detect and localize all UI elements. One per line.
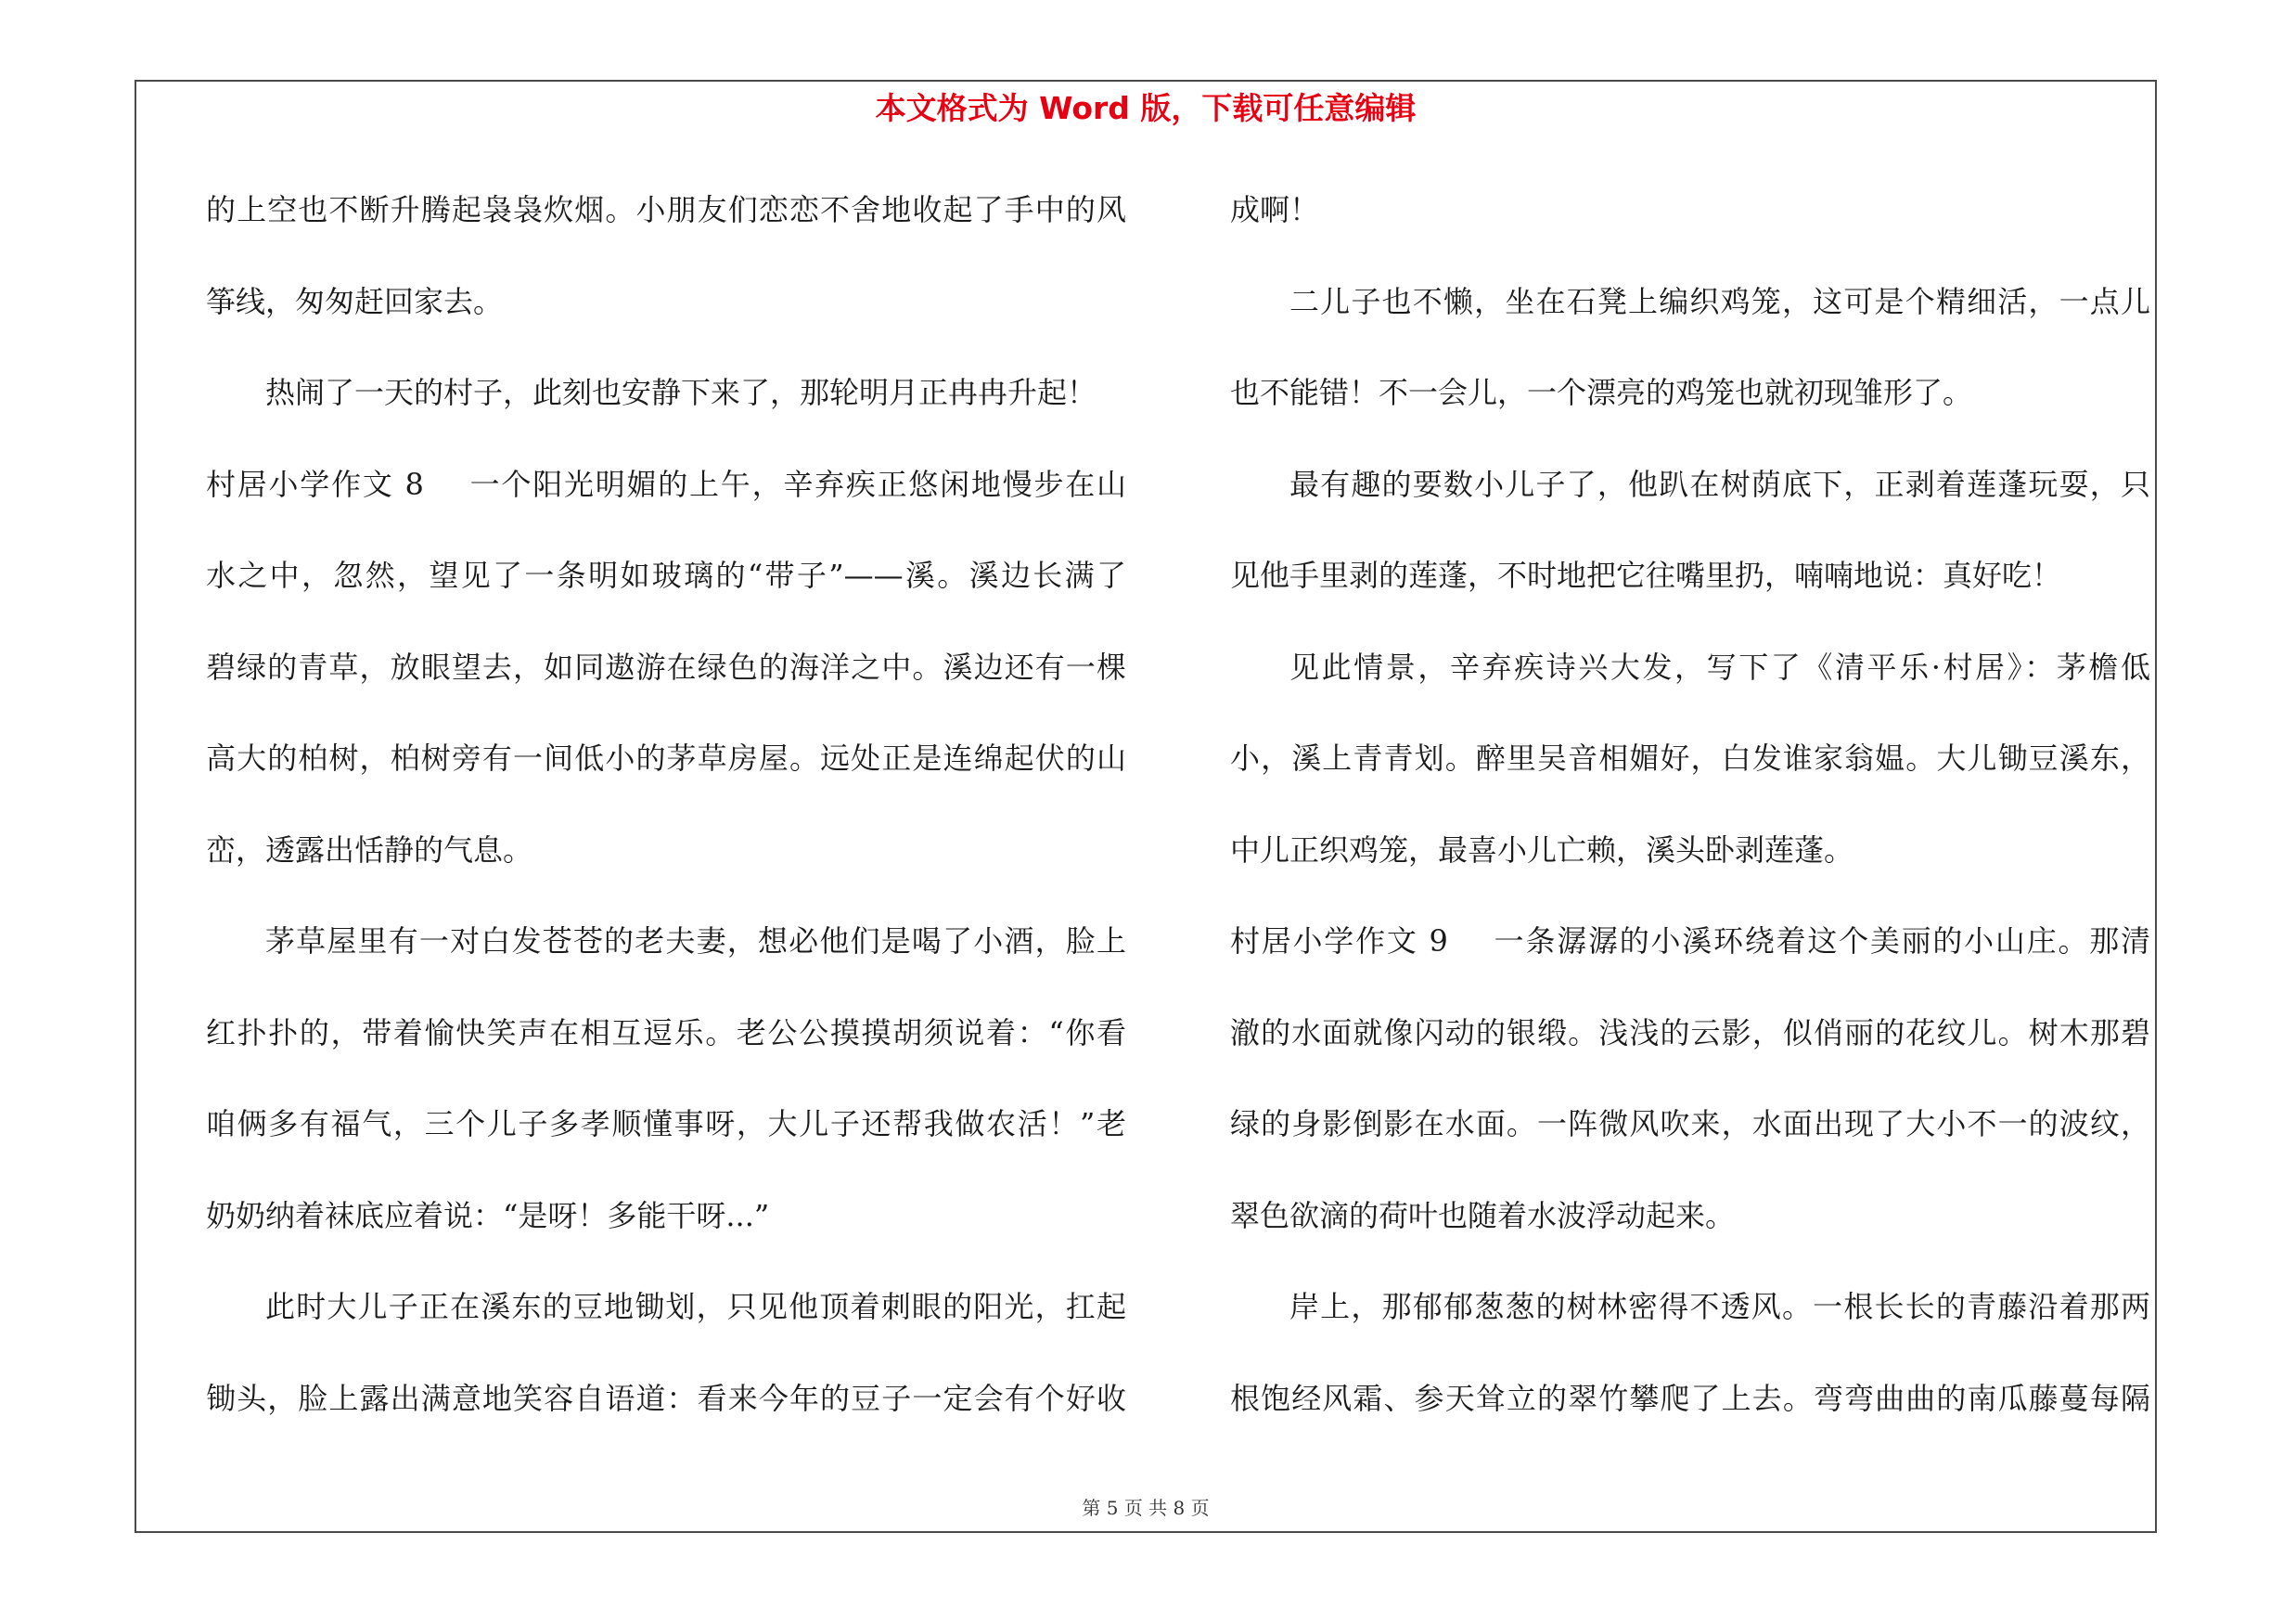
document-header: 本文格式为 Word 版，下载可任意编辑 [875, 90, 1417, 126]
text-line: 绿的身影倒影在水面。一阵微风吹来，水面出现了大小不一的波纹， [1230, 1106, 2150, 1141]
text-line: 峦，透露出恬静的气息。 [206, 831, 533, 868]
text-line: 红扑扑的，带着愉快笑声在相互逗乐。老公公摸摸胡须说着：“你看 [206, 1014, 1126, 1050]
essay-heading-line [206, 457, 1126, 548]
text-line: 也不能错！不一会儿，一个漂亮的鸡笼也就初现雏形了。 [1230, 375, 1973, 410]
text-line: 澈的水面就像闪动的银缎。浅浅的云影，似俏丽的花纹儿。树木那碧 [1230, 1014, 2150, 1050]
text-line: 最有趣的要数小儿子了，他趴在树荫底下，正剥着莲蓬玩耍，只 [1289, 466, 2150, 502]
text-line: 此时大儿子正在溪东的豆地锄划，只见他顶着刺眼的阳光，扛起 [265, 1289, 1126, 1324]
text-line: 茅草屋里有一对白发苍苍的老夫妻，想必他们是喝了小酒，脸上 [265, 923, 1126, 959]
text-line: 咱俩多有福气，三个儿子多孝顺懂事呀，大儿子还帮我做农活！”老 [206, 1106, 1126, 1141]
text-line: 根饱经风霜、参天耸立的翠竹攀爬了上去。弯弯曲曲的南瓜藤蔓每隔 [1230, 1380, 2150, 1416]
text-line: 高大的柏树，柏树旁有一间低小的茅草房屋。远处正是连绵起伏的山 [206, 741, 1126, 776]
text-line: 翠色欲滴的荷叶也随着水波浮动起来。 [1230, 1197, 1736, 1233]
page-footer: 第 5 页 共 8 页 [1082, 1497, 1210, 1519]
text-line: 奶奶纳着袜底应着说：“是呀！多能干呀...” [206, 1197, 770, 1233]
text-line: 的上空也不断升腾起袅袅炊烟。小朋友们恋恋不舍地收起了手中的风 [206, 192, 1126, 227]
text-line: 见此情景，辛弃疾诗兴大发，写下了《清平乐·村居》：茅檐低 [1289, 649, 2150, 685]
text-line: 热闹了一天的村子，此刻也安静下来了，那轮明月正冉冉升起！ [265, 375, 1097, 410]
text-line: 一个阳光明媚的上午，辛弃疾正悠闲地慢步在山 [468, 466, 1126, 502]
left-column [206, 182, 1126, 1462]
right-column [1230, 182, 2150, 1462]
text-line: 见他手里剥的莲蓬，不时地把它往嘴里扔，喃喃地说：真好吃！ [1230, 558, 2062, 593]
text-line: 成啊！ [1230, 192, 1320, 227]
text-line: 小，溪上青青划。醉里吴音相媚好，白发谁家翁媪。大儿锄豆溪东， [1230, 741, 2150, 776]
essay-heading-line [1230, 913, 2150, 1005]
text-line: 筝线，匆匆赶回家去。 [206, 283, 504, 319]
text-line: 中儿正织鸡笼，最喜小儿亡赖，溪头卧剥莲蓬。 [1230, 831, 1854, 868]
essay-heading: 村居小学作文 8 [206, 466, 424, 502]
text-line: 岸上，那郁郁葱葱的树林密得不透风。一根长长的青藤沿着那两 [1289, 1289, 2150, 1324]
text-line: 二儿子也不懒，坐在石凳上编织鸡笼，这可是个精细活，一点儿 [1289, 283, 2150, 319]
text-line: 水之中，忽然，望见了一条明如玻璃的“带子”——溪。溪边长满了 [206, 558, 1126, 593]
text-line: 碧绿的青草，放眼望去，如同遨游在绿色的海洋之中。溪边还有一棵 [206, 649, 1126, 685]
text-line: 锄头，脸上露出满意地笑容自语道：看来今年的豆子一定会有个好收 [206, 1380, 1126, 1416]
text-line: 一条潺潺的小溪环绕着这个美丽的小山庄。那清 [1492, 923, 2150, 959]
essay-heading: 村居小学作文 9 [1230, 923, 1448, 959]
